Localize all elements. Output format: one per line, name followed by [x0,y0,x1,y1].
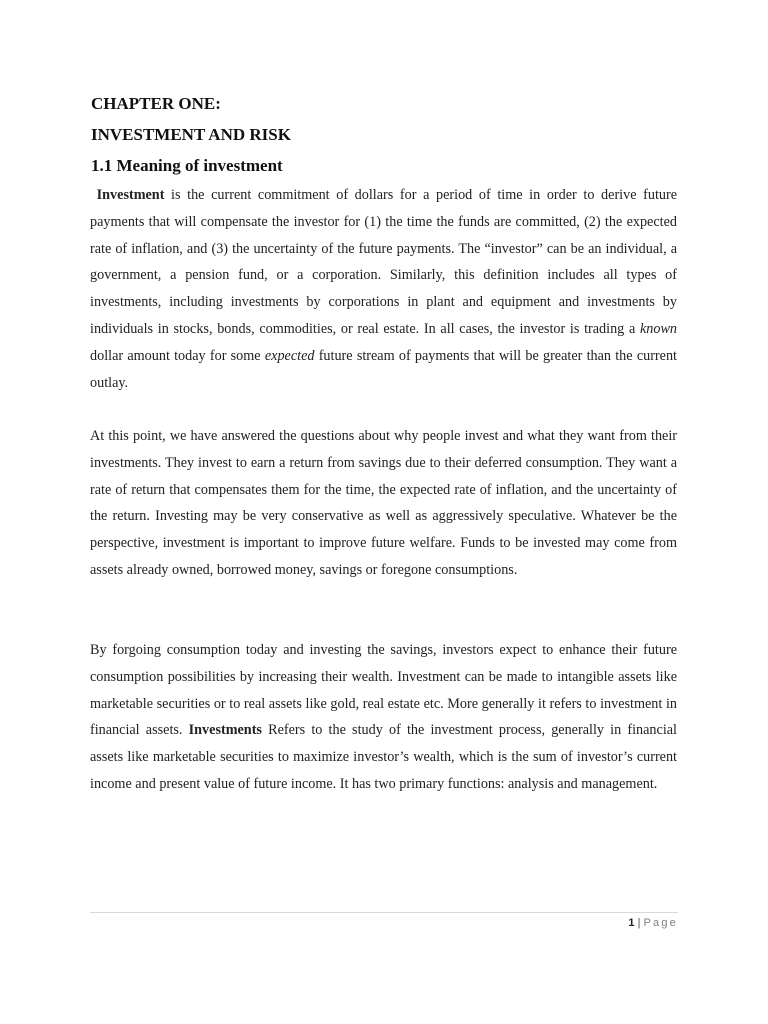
chapter-title: INVESTMENT AND RISK [91,125,291,144]
chapter-heading: CHAPTER ONE: [91,94,221,113]
emphasis-known: known [639,320,677,337]
footer-divider [90,912,678,913]
footer-separator: | [634,917,644,929]
page-label: Page [643,917,678,929]
page-footer [628,917,678,929]
page-number: 1 [628,917,635,929]
term-investment: Investment [96,187,165,203]
paragraph-motivation [90,423,677,584]
paragraph-text: By forgoing consumption today and investing the savings, investors expect to enhance their future consumption possibilities by increasing their wealth. Investment can be made to intangible assets like marketable securities or to real assets like gold, real estate etc. More generally it refers to investment in financial assets. [90,642,677,739]
paragraph-text: future stream of payments that will be greater than the current outlay. [90,347,677,391]
paragraph-definition [90,182,677,396]
paragraph-text: is the current commitment of dollars for a period of time in order to derive future payments that will compensate the investor for (1) the time the funds are committed, (2) the expected rate of inflation, and (3) the uncertainty of the future payments. The “investor” can be an individual, a government, a pension fund, or a corporation. Similarly, this definition includes all types of investments, including investments by corporations in plant and equipment and investments by individuals in stocks, bonds, commodities, or real estate. In all cases, the investor is trading a [90,187,678,337]
section-heading: 1.1 Meaning of investment [91,156,283,175]
paragraph-text: Refers to the study of the investment process, generally in financial assets like marketable securities to maximize investor’s wealth, which is the sum of investor’s current income and present value of future income. It has two primary functions: analysis and management. [90,722,677,792]
paragraph-text: dollar amount today for some [90,347,265,364]
paragraph-text: At this point, we have answered the questions about why people invest and what they want from their investments. They invest to earn a return from savings due to their deferred consumption. They want a rate of return that compensates them for the time, the expected rate of inflation, and the uncertainty of the return. Investing may be very conservative as well as aggressively speculative. Whatever be the perspective, investment is important to improve future welfare. Funds to be invested may come from assets already owned, borrowed money, savings or foregone consumptions. [90,428,677,578]
paragraph-wealth [90,637,677,798]
emphasis-expected: expected [264,347,315,364]
term-investments: Investments [188,722,262,739]
